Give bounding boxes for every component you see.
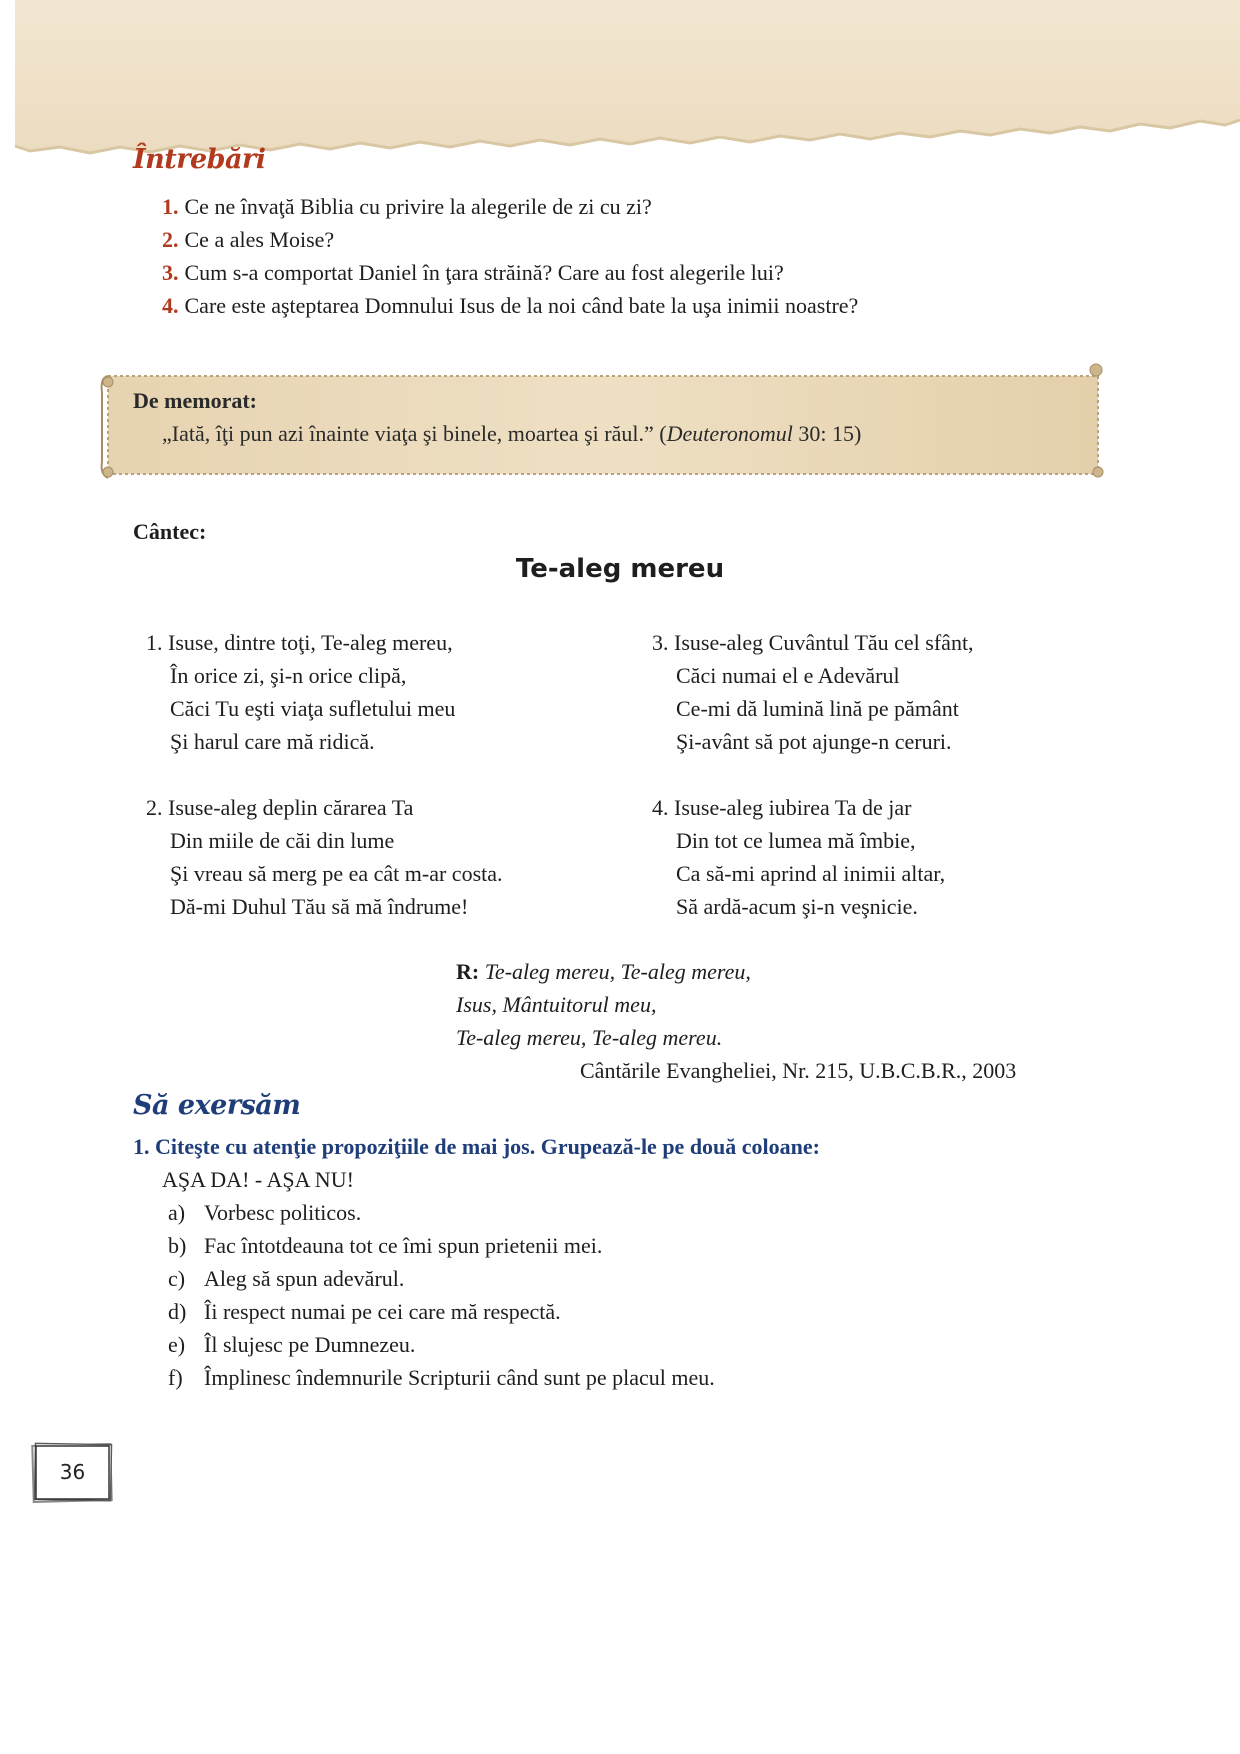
- option-text: Aleg să spun adevărul.: [204, 1266, 405, 1291]
- question-text: Care este aşteptarea Domnului Isus de la noi când bate la uşa inimii noastre?: [184, 293, 859, 318]
- exercise-option: [133, 1229, 1093, 1262]
- exercise-option: [133, 1295, 1093, 1328]
- question-item: [162, 289, 1062, 322]
- option-text: Fac întotdeauna tot ce îmi spun prietenii mei.: [204, 1233, 603, 1258]
- option-text: Îi respect numai pe cei care mă respectă.: [204, 1299, 561, 1324]
- option-text: Îl slujesc pe Dumnezeu.: [204, 1332, 416, 1357]
- stanza-line: Şi harul care mă ridică.: [170, 729, 375, 754]
- refrain-line: Isus, Mântuitorul meu,: [456, 992, 657, 1017]
- option-text: Împlinesc îndemnurile Scripturii când sunt pe placul meu.: [204, 1365, 715, 1390]
- song-stanza: [652, 626, 974, 758]
- stanza-line: 3. Isuse-aleg Cuvântul Tău cel sfânt,: [652, 630, 974, 655]
- option-text: Vorbesc politicos.: [204, 1200, 362, 1225]
- question-item: [162, 223, 1062, 256]
- song-title: Te-aleg mereu: [515, 554, 725, 584]
- question-item: [162, 190, 1062, 223]
- questions-list: [162, 190, 1062, 322]
- exercises-heading: Să exersăm: [133, 1090, 301, 1121]
- stanza-line: Şi vreau să merg pe ea cât m-ar costa.: [170, 861, 503, 886]
- song-refrain: [456, 955, 751, 1054]
- stanza-line: 2. Isuse-aleg deplin cărarea Ta: [146, 795, 414, 820]
- exercise-option: [133, 1361, 1093, 1394]
- song-stanza: [146, 626, 455, 758]
- refrain-marker: R:: [456, 959, 480, 984]
- stanza-line: Ca să-mi aprind al inimii altar,: [676, 861, 946, 886]
- memory-verse-reference: 30: 15): [792, 421, 862, 446]
- stanza-line: 4. Isuse-aleg iubirea Ta de jar: [652, 795, 912, 820]
- memory-verse-label: De memorat:: [133, 388, 257, 413]
- exercise-option: [133, 1328, 1093, 1361]
- option-letter: b): [168, 1233, 187, 1258]
- question-item: [162, 256, 1062, 289]
- exercise-item: [133, 1130, 1093, 1394]
- song-source: Cântările Evangheliei, Nr. 215, U.B.C.B.R., 2003: [580, 1058, 1017, 1083]
- stanza-line: Şi-avânt să pot ajunge-n ceruri.: [676, 729, 952, 754]
- option-letter: f): [168, 1365, 183, 1390]
- song-label: Cântec:: [133, 519, 207, 544]
- question-number: 2.: [162, 227, 179, 252]
- exercise-option: [133, 1262, 1093, 1295]
- stanza-line: Din miile de căi din lume: [170, 828, 395, 853]
- stanza-line: Dă-mi Duhul Tău să mă îndrume!: [170, 894, 469, 919]
- top-parchment-band: [0, 0, 1240, 160]
- memory-verse-text: [162, 421, 861, 447]
- option-letter: e): [168, 1332, 186, 1357]
- stanza-line: În orice zi, şi-n orice clipă,: [170, 663, 407, 688]
- refrain-text: Te-aleg mereu, Te-aleg mereu,: [484, 959, 751, 984]
- question-text: Ce a ales Moise?: [184, 227, 335, 252]
- stanza-line: Ce-mi dă lumină lină pe pământ: [676, 696, 959, 721]
- page-number: 36: [59, 1460, 86, 1484]
- song-stanza: [146, 791, 503, 923]
- option-letter: a): [168, 1200, 186, 1225]
- question-number: 4.: [162, 293, 179, 318]
- exercise-title: 1. Citeşte cu atenţie propoziţiile de mai jos. Grupează-le pe două coloane:: [133, 1134, 820, 1159]
- stanza-line: Căci numai el e Adevărul: [676, 663, 900, 688]
- exercise-subtitle: AŞA DA! - AŞA NU!: [162, 1167, 354, 1192]
- memory-verse-quote: „Iată, îţi pun azi înainte viaţa şi binele, moartea şi răul.” (: [162, 421, 667, 446]
- question-number: 3.: [162, 260, 179, 285]
- stanza-line: Căci Tu eşti viaţa sufletului meu: [170, 696, 456, 721]
- option-letter: c): [168, 1266, 186, 1291]
- refrain-line: Te-aleg mereu, Te-aleg mereu.: [456, 1025, 723, 1050]
- question-number: 1.: [162, 194, 179, 219]
- memory-verse-book: Deuteronomul: [666, 421, 793, 446]
- stanza-line: Să ardă-acum şi-n veşnicie.: [676, 894, 918, 919]
- stanza-line: 1. Isuse, dintre toţi, Te-aleg mereu,: [146, 630, 453, 655]
- question-text: Cum s-a comportat Daniel în ţara străină? Care au fost alegerile lui?: [184, 260, 784, 285]
- questions-heading: Întrebări: [133, 144, 266, 175]
- option-letter: d): [168, 1299, 187, 1324]
- stanza-line: Din tot ce lumea mă îmbie,: [676, 828, 916, 853]
- question-text: Ce ne învaţă Biblia cu privire la alegerile de zi cu zi?: [184, 194, 652, 219]
- exercise-option: [133, 1196, 1093, 1229]
- refrain-line: [456, 955, 751, 988]
- song-stanza: [652, 791, 945, 923]
